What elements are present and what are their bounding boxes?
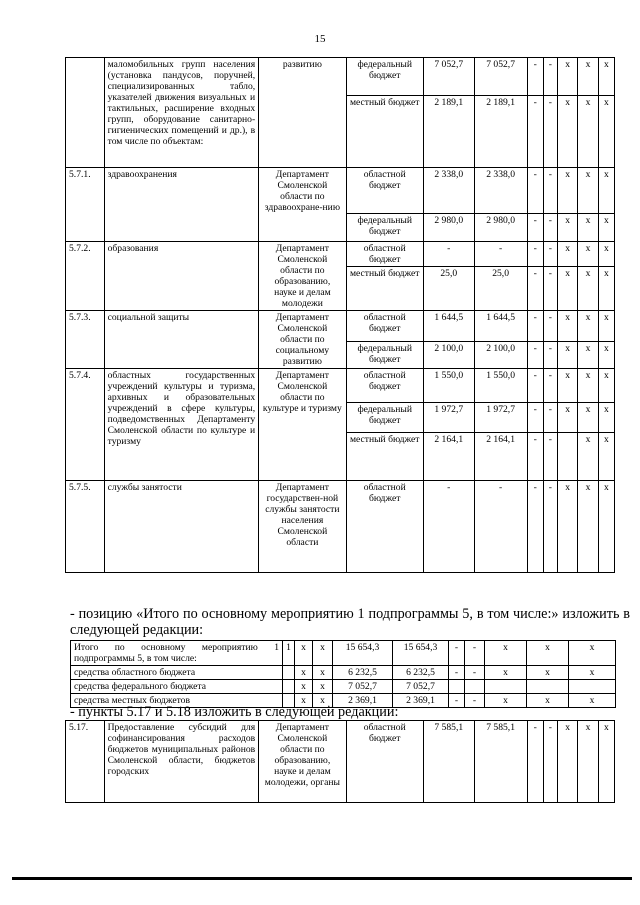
- x-cell: [527, 680, 569, 694]
- total-value: 7 052,7: [333, 680, 393, 694]
- dash-cell: -: [543, 342, 557, 369]
- row-label: средства федерального бюджета: [71, 680, 283, 694]
- item-number: 5.17.: [66, 721, 105, 803]
- dash-cell: -: [543, 58, 557, 96]
- dash-cell: -: [527, 214, 543, 242]
- item-description: здравоохранения: [104, 168, 259, 242]
- total-value: 2 189,1: [423, 96, 474, 168]
- item-department: Департамент Смоленской области по образованию, науке и делам молодежи, органы: [259, 721, 346, 803]
- x-cell: x: [485, 641, 527, 666]
- table-row: [66, 242, 615, 267]
- total-value: 2 100,0: [423, 342, 474, 369]
- x-cell: x: [558, 369, 578, 403]
- dash-cell: [465, 680, 485, 694]
- table-row: [66, 311, 615, 342]
- dash-cell: -: [465, 641, 485, 666]
- x-cell: x: [558, 481, 578, 573]
- year-value: 1 972,7: [474, 403, 527, 433]
- x-cell: x: [313, 680, 333, 694]
- x-cell: x: [295, 666, 313, 680]
- total-value: 2 338,0: [423, 168, 474, 214]
- dash-cell: -: [527, 481, 543, 573]
- year-value: 1 644,5: [474, 311, 527, 342]
- item-description: Предоставление субсидий для софинансирования расходов бюджетов муниципальных районов Смоленской области, бюджетов городских: [104, 721, 259, 803]
- table-row: [66, 58, 615, 96]
- item-department: развитию: [259, 58, 346, 168]
- main-table: [65, 57, 615, 573]
- dash-cell: -: [527, 369, 543, 403]
- x-cell: x: [598, 481, 614, 573]
- funding-source: местный бюджет: [346, 267, 423, 311]
- dash-cell: -: [449, 641, 465, 666]
- dash-cell: -: [543, 214, 557, 242]
- total-value: 25,0: [423, 267, 474, 311]
- x-cell: x: [598, 721, 614, 803]
- x-cell: x: [313, 694, 333, 708]
- table-row: [66, 481, 615, 573]
- x-cell: x: [578, 433, 598, 481]
- total-value: 7 052,7: [423, 58, 474, 96]
- dash-cell: -: [543, 96, 557, 168]
- index-cell: [283, 680, 295, 694]
- total-table: [70, 640, 616, 708]
- x-cell: x: [578, 721, 598, 803]
- item-description: образования: [104, 242, 259, 311]
- dash-cell: -: [543, 168, 557, 214]
- total-value: -: [423, 481, 474, 573]
- x-cell: x: [598, 58, 614, 96]
- x-cell: x: [578, 403, 598, 433]
- item-description: службы занятости: [104, 481, 259, 573]
- x-cell: x: [578, 369, 598, 403]
- year-value: 2 164,1: [474, 433, 527, 481]
- x-cell: x: [558, 58, 578, 96]
- year-value: 6 232,5: [393, 666, 449, 680]
- year-value: 7 585,1: [474, 721, 527, 803]
- year-value: 7 052,7: [393, 680, 449, 694]
- dash-cell: -: [527, 342, 543, 369]
- row-label: Итого по основному мероприятию 1 подпрограммы 5, в том числе:: [71, 641, 283, 666]
- dash-cell: -: [449, 694, 465, 708]
- item-department: Департамент Смоленской области по образованию, науке и делам молодежи: [259, 242, 346, 311]
- x-cell: x: [313, 666, 333, 680]
- dash-cell: -: [527, 721, 543, 803]
- x-cell: [558, 433, 578, 481]
- x-cell: x: [578, 342, 598, 369]
- x-cell: x: [485, 666, 527, 680]
- x-cell: x: [485, 694, 527, 708]
- year-value: -: [474, 481, 527, 573]
- x-cell: x: [598, 311, 614, 342]
- x-cell: x: [295, 694, 313, 708]
- item-description: маломобильных групп населения (установка пандусов, поручней, специализированных табло, указателей движения визуальных и тактильных, расширение входных групп, оборудование санитарно-гигиенических помещений и др.), в том числе по объектам:: [104, 58, 259, 168]
- x-cell: x: [578, 311, 598, 342]
- year-value: 25,0: [474, 267, 527, 311]
- year-value: 2 338,0: [474, 168, 527, 214]
- x-cell: x: [598, 433, 614, 481]
- year-value: 2 369,1: [393, 694, 449, 708]
- x-cell: x: [569, 641, 616, 666]
- x-cell: x: [558, 342, 578, 369]
- x-cell: x: [598, 214, 614, 242]
- dash-cell: -: [527, 403, 543, 433]
- dash-cell: -: [465, 666, 485, 680]
- funding-source: федеральный бюджет: [346, 342, 423, 369]
- x-cell: x: [578, 168, 598, 214]
- instruction-paragraph-2: - пункты 5.17 и 5.18 изложить в следующей редакции:: [70, 704, 399, 720]
- dash-cell: -: [543, 433, 557, 481]
- page-number: 15: [314, 33, 326, 45]
- total-value: 2 164,1: [423, 433, 474, 481]
- dash-cell: -: [465, 694, 485, 708]
- item-department: Департамент Смоленской области по здравоохране-нию: [259, 168, 346, 242]
- funding-source: федеральный бюджет: [346, 58, 423, 96]
- x-cell: x: [295, 680, 313, 694]
- funding-source: федеральный бюджет: [346, 214, 423, 242]
- year-value: 2 100,0: [474, 342, 527, 369]
- x-cell: x: [578, 96, 598, 168]
- dash-cell: -: [527, 58, 543, 96]
- item-number: [66, 58, 105, 168]
- funding-source: местный бюджет: [346, 433, 423, 481]
- x-cell: x: [578, 58, 598, 96]
- index-cell: 1: [283, 641, 295, 666]
- x-cell: x: [558, 168, 578, 214]
- x-cell: x: [598, 342, 614, 369]
- funding-source: областной бюджет: [346, 311, 423, 342]
- dash-cell: -: [543, 369, 557, 403]
- x-cell: x: [295, 641, 313, 666]
- total-value: 2 369,1: [333, 694, 393, 708]
- year-value: 2 189,1: [474, 96, 527, 168]
- row-label: средства местных бюджетов: [71, 694, 283, 708]
- x-cell: x: [598, 168, 614, 214]
- funding-source: областной бюджет: [346, 242, 423, 267]
- funding-source: областной бюджет: [346, 369, 423, 403]
- funding-source: областной бюджет: [346, 481, 423, 573]
- dash-cell: -: [527, 96, 543, 168]
- dash-cell: -: [543, 242, 557, 267]
- table-row: [66, 168, 615, 214]
- item-department: Департамент Смоленской области по культуре и туризму: [259, 369, 346, 481]
- instruction-paragraph-1: - позицию «Итого по основному мероприятию 1 подпрограммы 5, в том числе:» изложить в следующей редакции:: [70, 606, 630, 638]
- bottom-rule: [12, 877, 632, 880]
- funding-source: областной бюджет: [346, 168, 423, 214]
- x-cell: x: [598, 96, 614, 168]
- funding-source: местный бюджет: [346, 96, 423, 168]
- x-cell: x: [527, 641, 569, 666]
- x-cell: x: [578, 214, 598, 242]
- x-cell: [569, 680, 616, 694]
- total-value: 1 644,5: [423, 311, 474, 342]
- year-value: 15 654,3: [393, 641, 449, 666]
- dash-cell: -: [543, 267, 557, 311]
- total-value: -: [423, 242, 474, 267]
- year-value: -: [474, 242, 527, 267]
- index-cell: [283, 666, 295, 680]
- year-value: 1 550,0: [474, 369, 527, 403]
- dash-cell: [449, 680, 465, 694]
- x-cell: x: [598, 403, 614, 433]
- item-number: 5.7.3.: [66, 311, 105, 369]
- x-cell: x: [578, 481, 598, 573]
- total-value: 7 585,1: [423, 721, 474, 803]
- item-department: Департамент государствен-ной службы занятости населения Смоленской области: [259, 481, 346, 573]
- x-cell: x: [527, 666, 569, 680]
- item-number: 5.7.5.: [66, 481, 105, 573]
- x-cell: x: [558, 721, 578, 803]
- x-cell: x: [558, 96, 578, 168]
- x-cell: x: [558, 267, 578, 311]
- x-cell: x: [558, 311, 578, 342]
- year-value: 2 980,0: [474, 214, 527, 242]
- x-cell: x: [558, 403, 578, 433]
- table-row: [66, 721, 615, 803]
- dash-cell: -: [543, 481, 557, 573]
- funding-source: федеральный бюджет: [346, 403, 423, 433]
- item-description: областных государственных учреждений культуры и туризма, архивных и образовательных учреждений в сфере культуры, подведомственных Департаменту Смоленской области по культуре и туризму: [104, 369, 259, 481]
- item-number: 5.7.4.: [66, 369, 105, 481]
- x-cell: x: [598, 267, 614, 311]
- total-value: 2 980,0: [423, 214, 474, 242]
- item-5-17-table: [65, 720, 615, 803]
- table-row: [71, 666, 616, 680]
- item-number: 5.7.2.: [66, 242, 105, 311]
- row-label: средства областного бюджета: [71, 666, 283, 680]
- year-value: 7 052,7: [474, 58, 527, 96]
- total-value: 1 972,7: [423, 403, 474, 433]
- item-description: социальной защиты: [104, 311, 259, 369]
- x-cell: x: [558, 242, 578, 267]
- x-cell: [485, 680, 527, 694]
- dash-cell: -: [449, 666, 465, 680]
- table-row: [66, 369, 615, 403]
- dash-cell: -: [527, 311, 543, 342]
- total-value: 1 550,0: [423, 369, 474, 403]
- x-cell: x: [527, 694, 569, 708]
- dash-cell: -: [527, 267, 543, 311]
- table-row: [71, 641, 616, 666]
- total-value: 15 654,3: [333, 641, 393, 666]
- x-cell: x: [578, 242, 598, 267]
- dash-cell: -: [543, 311, 557, 342]
- item-number: 5.7.1.: [66, 168, 105, 242]
- x-cell: x: [578, 267, 598, 311]
- x-cell: x: [569, 666, 616, 680]
- dash-cell: -: [527, 168, 543, 214]
- dash-cell: -: [543, 721, 557, 803]
- total-value: 6 232,5: [333, 666, 393, 680]
- dash-cell: -: [527, 242, 543, 267]
- dash-cell: -: [543, 403, 557, 433]
- table-row: [71, 680, 616, 694]
- x-cell: x: [598, 369, 614, 403]
- x-cell: x: [569, 694, 616, 708]
- item-department: Департамент Смоленской области по социальному развитию: [259, 311, 346, 369]
- x-cell: x: [598, 242, 614, 267]
- dash-cell: -: [527, 433, 543, 481]
- x-cell: x: [558, 214, 578, 242]
- x-cell: x: [313, 641, 333, 666]
- funding-source: областной бюджет: [346, 721, 423, 803]
